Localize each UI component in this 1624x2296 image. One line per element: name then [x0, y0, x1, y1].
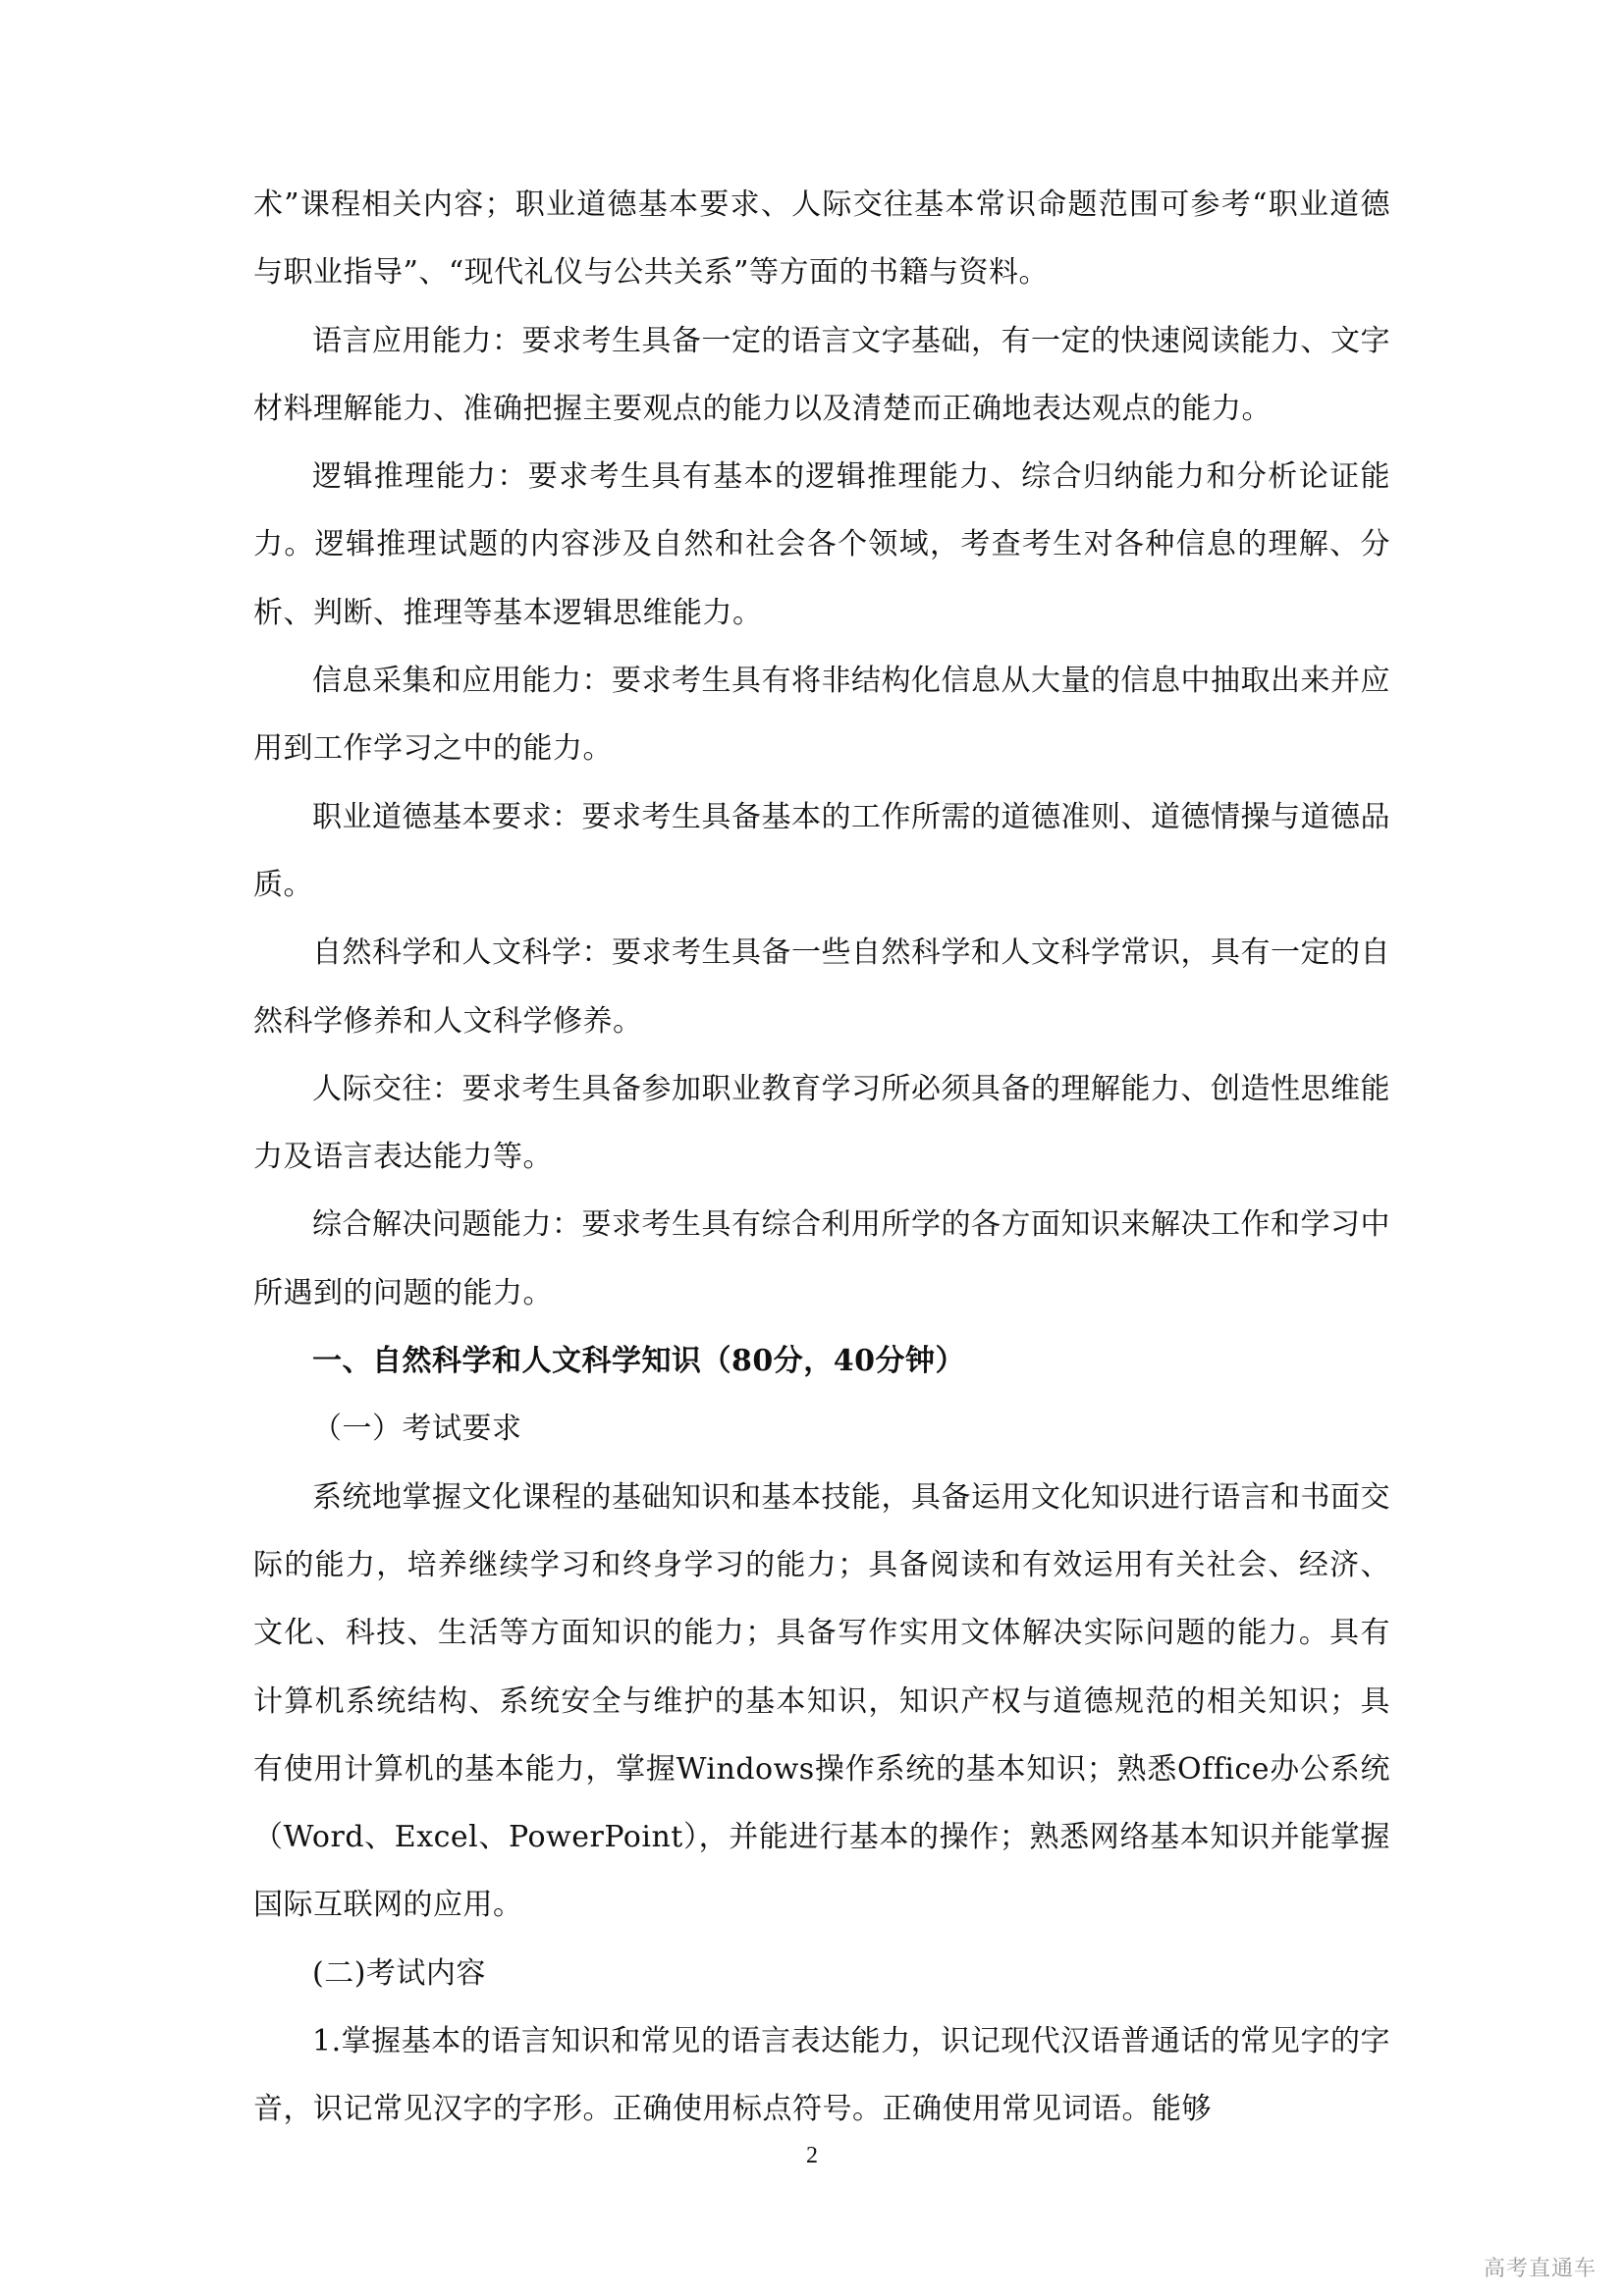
paragraph-professional-ethics: 职业道德基本要求：要求考生具备基本的工作所需的道德准则、道德情操与道德品质。	[253, 799, 1390, 902]
body-text	[253, 171, 1390, 2144]
subsection-heading-requirements: （一）考试要求	[312, 1412, 522, 1447]
subsection-heading-content: (二)考试内容	[312, 1955, 486, 1991]
paragraph-exam-content-item-1: 1.掌握基本的语言知识和常见的语言表达能力，识记现代汉语普通话的常见字的字音，识记常见汉字的字形。正确使用标点符号。正确使用常见词语。能够	[253, 2024, 1390, 2127]
paragraph-natural-humanities: 自然科学和人文科学：要求考生具备一些自然科学和人文科学常识，具有一定的自然科学修养和人文科学修养。	[253, 935, 1390, 1039]
paragraph-interpersonal: 人际交往：要求考生具备参加职业教育学习所必须具备的理解能力、创造性思维能力及语言表达能力等。	[253, 1071, 1390, 1175]
page-number: 2	[806, 2143, 818, 2168]
paragraph-logic-reasoning: 逻辑推理能力：要求考生具有基本的逻辑推理能力、综合归纳能力和分析论证能力。逻辑推理试题的内容涉及自然和社会各个领域，考查考生对各种信息的理解、分析、判断、推理等基本逻辑思维能力。	[253, 459, 1390, 630]
paragraph-problem-solving: 综合解决问题能力：要求考生具有综合利用所学的各方面知识来解决工作和学习中所遇到的问题的能力。	[253, 1207, 1390, 1310]
paragraph-language-ability: 语言应用能力：要求考生具备一定的语言文字基础，有一定的快速阅读能力、文字材料理解能力、准确把握主要观点的能力以及清楚而正确地表达观点的能力。	[253, 323, 1390, 426]
paragraph-information-collection: 信息采集和应用能力：要求考生具有将非结构化信息从大量的信息中抽取出来并应用到工作学习之中的能力。	[253, 664, 1390, 767]
paragraph-continuation: 术”课程相关内容；职业道德基本要求、人际交往基本常识命题范围可参考“职业道德与职业指导”、“现代礼仪与公共关系”等方面的书籍与资料。	[253, 187, 1390, 291]
watermark: 高考直通车	[1483, 2257, 1597, 2281]
paragraph-exam-requirements: 系统地掌握文化课程的基础知识和基本技能，具备运用文化知识进行语言和书面交际的能力，培养继续学习和终身学习的能力；具备阅读和有效运用有关社会、经济、文化、科技、生活等方面知识的能力；具备写作实用文体解决实际问题的能力。具有计算机系统结构、系统安全与维护的基本知识，知识产权与道德规范的相关知识；具有使用计算机的基本能力，掌握Windows操作系统的基本知识；熟悉Office办公系统（Word、Excel、PowerPoint），并能进行基本的操作；熟悉网络基本知识并能掌握国际互联网的应用。	[253, 1479, 1390, 1923]
section-heading: 一、自然科学和人文科学知识（80分，40分钟）	[312, 1344, 965, 1379]
